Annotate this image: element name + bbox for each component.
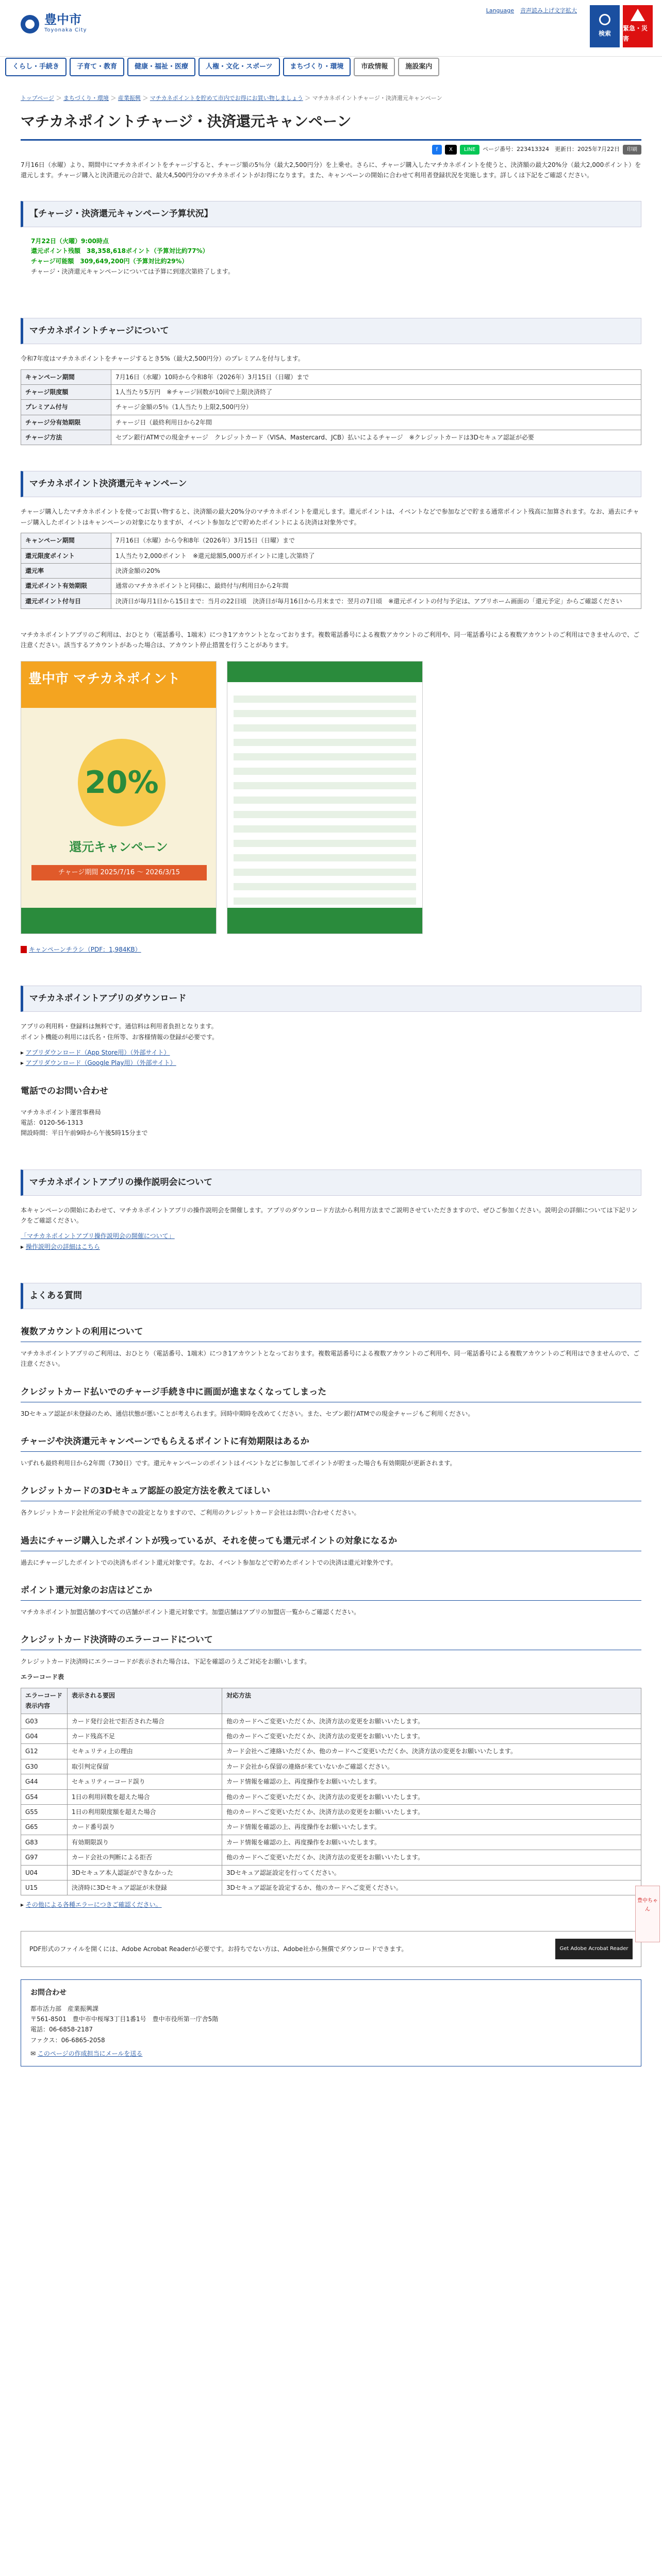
mascot-label: 豊中ちゃん (637, 1898, 658, 1912)
error-row (21, 1789, 641, 1804)
faq-question: ポイント還元対象のお店はどこか (21, 1583, 641, 1601)
phone-line-0: マチカネポイント運営事務局 (21, 1108, 101, 1116)
error-row (21, 1759, 641, 1774)
download-p1: アプリの利用料・登録料は無料です。通信料は利用者負担となります。 (21, 1023, 218, 1030)
faq-question: クレジットカード払いでのチャージ手続き中に画面が進まなくなってしまった (21, 1385, 641, 1402)
flyer-footer (21, 908, 216, 934)
charge-label: チャージ分有効期限 (21, 415, 111, 430)
logo-jp: 豊中市 (44, 12, 81, 27)
nav-machizukuri[interactable]: まちづくり・環境 (283, 58, 351, 76)
adobe-reader-badge[interactable]: Get Adobe Acrobat Reader (555, 1939, 633, 1959)
share-bar (21, 145, 641, 155)
faq-heading: よくある質問 (21, 1283, 641, 1309)
warning-icon (631, 9, 645, 21)
kessai-value: 決済日が毎月1日から15日まで：当月の22日頃 決済日が毎月16日から月末まで：翌月の7日頃 ※還元ポイントの付与予定は、アプリホーム画面の「還元予定」からご確認ください (111, 594, 641, 608)
logo-en: Toyonaka City (44, 27, 87, 33)
error-cell: カード情報を確認の上、再度操作をお願いいたします。 (222, 1774, 641, 1789)
error-cell: G65 (21, 1820, 68, 1835)
error-cell: カード会社から保留の連絡が来ていないかご確認ください。 (222, 1759, 641, 1774)
faq-answer: 各クレジットカード会社所定の手続きでの設定となりますので、ご利用のクレジットカード会社はお問い合わせください。 (21, 1509, 360, 1517)
faq-question: クレジットカード決済時のエラーコードについて (21, 1633, 641, 1650)
error-cell: 3Dセキュア本人認証ができなかった (68, 1865, 222, 1880)
faq-question: 複数アカウントの利用について (21, 1325, 641, 1342)
charge-row (21, 430, 641, 445)
crumb-point[interactable]: マチカネポイントを貯めて市内でお得にお買い物しましょう (150, 95, 303, 101)
charge-lead: 令和7年度はマチカネポイントをチャージするとき5%（最大2,500円分）のプレミアムを付与します。 (21, 355, 304, 363)
charge-label: チャージ限度額 (21, 384, 111, 399)
flyer-pdf-link[interactable]: キャンペーンチラシ（PDF：1,984KB） (29, 945, 141, 953)
kessai-row (21, 594, 641, 608)
flyer-period: チャージ期間 2025/7/16 ～ 2026/3/15 (31, 865, 207, 880)
budget-points: 還元ポイント残額 38,358,618ポイント（予算対比約77%） (31, 247, 209, 255)
kessai-heading: マチカネポイント決済還元キャンペーン (21, 471, 641, 497)
charge-label: キャンペーン期間 (21, 369, 111, 384)
inquiry-fax: ファクス：06-6865-2058 (30, 2036, 105, 2044)
flyer-back-image (227, 661, 423, 934)
page-meta: ページ番号：223413324 更新日：2025年7月22日 (483, 145, 620, 152)
campaign-flyers (21, 661, 641, 934)
language-link[interactable]: Language (486, 7, 514, 14)
error-cell: カード残高不足 (68, 1729, 222, 1744)
budget-status (31, 236, 641, 277)
adobe-notice (21, 1931, 641, 1967)
flyer-back-header (227, 662, 422, 682)
inquiry-phone: 電話：06-6858-2187 (30, 2026, 93, 2033)
accessibility-link[interactable]: 音声読み上げ文字拡大 (520, 7, 577, 14)
charge-label: チャージ方法 (21, 430, 111, 445)
error-row (21, 1820, 641, 1835)
error-row (21, 1865, 641, 1880)
faq-question: クレジットカードの3Dセキュア認証の設定方法を教えてほしい (21, 1484, 641, 1501)
error-row (21, 1850, 641, 1865)
error-cell: カード会社へご連絡いただくか、他のカードへご変更いただくか、決済方法の変更をお願いいたします。 (222, 1744, 641, 1759)
inquiry-heading: お問合わせ (30, 1988, 67, 1997)
charge-row (21, 415, 641, 430)
error-cell: G54 (21, 1789, 68, 1804)
budget-charge: チャージ可能額 309,649,200円（予算対比約29%） (31, 257, 188, 265)
crumb-top[interactable]: トップページ (21, 95, 55, 101)
kessai-label: キャンペーン期間 (21, 533, 111, 548)
faq-answer: 過去にチャージしたポイントでの決済もポイント還元対象です。なお、イベント参加などで貯めたポイントでの決済は還元対象外です。 (21, 1558, 397, 1566)
nav-jinken[interactable]: 人権・文化・スポーツ (198, 58, 279, 76)
error-cell: セキュリティーコード誤り (68, 1774, 222, 1789)
site-header (0, 0, 662, 57)
budget-note: チャージ・決済還元キャンペーンについては予算に到達次第終了します。 (31, 267, 234, 275)
charge-row (21, 369, 641, 384)
err-head-code: エラーコード表示内容 (21, 1688, 68, 1714)
charge-label: プレミアム付与 (21, 400, 111, 415)
error-cell: G97 (21, 1850, 68, 1865)
error-cell: G12 (21, 1744, 68, 1759)
search-button[interactable]: 検索 (590, 5, 620, 47)
flyer-back-footer (227, 908, 422, 934)
inquiry-address: 〒561-8501 豊中市中桜塚3丁目1番1号 豊中市役所第一庁舎5階 (30, 2015, 219, 2023)
error-row (21, 1744, 641, 1759)
faq-answer: クレジットカード決済時にエラーコードが表示された場合は、下記を確認のうえご対応をお願いします。 (21, 1658, 311, 1666)
manual-link[interactable]: 「マチカネポイントアプリ操作説明会の開催について」 (21, 1232, 175, 1240)
crumb-current: マチカネポイントチャージ・決済還元キャンペーン (312, 95, 442, 101)
faq-answer: いずれも最終利用日から2年間（730日）です。還元キャンペーンのポイントはイベントなどに参加してポイントが貯まった場合も有効期限が更新されます。 (21, 1459, 456, 1467)
faq-question: チャージや決済還元キャンペーンでもらえるポイントに有効期限はあるか (21, 1434, 641, 1452)
charge-value: チャージ金額の5％（1人当たり上限2,500円分） (111, 400, 641, 415)
error-cell: 3Dセキュア認証を設定するか、他のカードへご変更ください。 (222, 1880, 641, 1895)
android-download-link[interactable]: アプリダウンロード（Google Play用）（外部サイト） (25, 1059, 176, 1067)
error-code-table (21, 1688, 641, 1895)
facebook-share-button[interactable]: f (432, 145, 442, 155)
inquiry-box: お問合わせ 都市活力部 産業振興課 〒561-8501 豊中市中桜塚3丁目1番1号 豊中市役所第一庁舎5階 電話：06-6858-2187 ファクス：06-6865-2058 ✉ このページの作成担当にメールを送る (21, 1979, 641, 2067)
kessai-label: 還元率 (21, 563, 111, 578)
error-row (21, 1729, 641, 1744)
nav-kenko[interactable]: 健康・福祉・医療 (127, 58, 195, 76)
crumb-machi[interactable]: まちづくり・環境 (63, 95, 109, 101)
kessai-label: 還元ポイント付与日 (21, 594, 111, 608)
error-cell: 他のカードへご変更いただくか、決済方法の変更をお願いいたします。 (222, 1850, 641, 1865)
error-cell: 有効期限誤り (68, 1835, 222, 1850)
inquiry-dept: 都市活力部 産業振興課 (30, 2005, 99, 2012)
kessai-row (21, 548, 641, 563)
faq-question: 過去にチャージ購入したポイントが残っているが、それを使っても還元ポイントの対象になるか (21, 1534, 641, 1551)
charge-value: 7月16日（水曜）10時から令和8年（2026年）3月15日（日曜）まで (111, 369, 641, 384)
error-cell: G04 (21, 1729, 68, 1744)
manual-text: 本キャンペーンの開始にあわせて、マチカネポイントアプリの操作説明会を開催します。アプリのダウンロード方法から利用方法までご説明させていただきますので、ぜひご参加ください。説明会の詳細については下記リンクをご確認ください。 (21, 1206, 638, 1225)
error-cell: G55 (21, 1804, 68, 1819)
mascot-image[interactable] (635, 1886, 660, 1942)
charge-value: セブン銀行ATMでの現金チャージ クレジットカード（VISA、Mastercard、JCB）払いによるチャージ ※クレジットカードは3Dセキュア認証が必要 (111, 430, 641, 445)
download-p2: ポイント機能の利用には氏名・住所等、お客様情報の登録が必要です。 (21, 1033, 219, 1041)
flyer-percent: 20% (78, 739, 166, 826)
x-share-button[interactable]: X (445, 145, 457, 155)
error-cell: G30 (21, 1759, 68, 1774)
flyer-title: 豊中市 マチカネポイント (21, 662, 216, 708)
pdf-icon (21, 946, 27, 953)
error-row (21, 1774, 641, 1789)
kessai-value: 1人当たり2,000ポイント ※還元総額5,000万ポイントに達し次第終了 (111, 548, 641, 563)
error-cell: 決済時に3Dセキュア認証が未登録 (68, 1880, 222, 1895)
inquiry-mail-link[interactable]: このページの作成担当にメールを送る (37, 2050, 143, 2058)
error-cell: G03 (21, 1714, 68, 1728)
kessai-row (21, 533, 641, 548)
error-cell: G83 (21, 1835, 68, 1850)
error-cell: カード発行会社で拒否された場合 (68, 1714, 222, 1728)
kessai-value: 決済金額の20% (111, 563, 641, 578)
flyer-back-body (234, 688, 416, 910)
error-cell: カード番号誤り (68, 1820, 222, 1835)
intro-text: 7月16日（水曜）より、期間中にマチカネポイントをチャージすると、チャージ額の5％分（最大2,500円分）を上乗せ。さらに、チャージ購入したマチカネポイントを使うと、決済額の最大20%分（最大2,000ポイント）を還元します。チャージ購入と決済還元の合計で、最大4,500円分のマチカネポイントがお得になります。また、キャンペーンの開始に合わせて利用者登録状況を実施します。詳しくは下記をご確認ください。 (21, 161, 641, 179)
budget-date: 7月22日（火曜）9:00時点 (31, 238, 109, 245)
charge-row (21, 400, 641, 415)
nav-shisei[interactable]: 市政情報 (354, 58, 395, 76)
error-cell: 他のカードへご変更いただくか、決済方法の変更をお願いいたします。 (222, 1729, 641, 1744)
budget-heading: 【チャージ・決済還元キャンペーン予算状況】 (21, 201, 641, 227)
error-cell: 他のカードへご変更いただくか、決済方法の変更をお願いいたします。 (222, 1714, 641, 1728)
error-cell: 取引判定保留 (68, 1759, 222, 1774)
error-cell: カード情報を確認の上、再度操作をお願いいたします。 (222, 1835, 641, 1850)
charge-heading: マチカネポイントチャージについて (21, 318, 641, 344)
crumb-sangyo[interactable]: 産業振興 (118, 95, 141, 101)
adobe-text: PDF形式のファイルを開くには、Adobe Acrobat Readerが必要です。お持ちでない方は、Adobe社から無償でダウンロードできます。 (29, 1945, 408, 1953)
ios-download-link[interactable]: アプリダウンロード（App Store用）（外部サイト） (25, 1048, 170, 1056)
search-icon (599, 14, 610, 25)
phone-heading: 電話でのお問い合わせ (21, 1086, 108, 1096)
error-cell: 3Dセキュア認証設定を行ってください。 (222, 1865, 641, 1880)
error-cell: G44 (21, 1774, 68, 1789)
error-cell: 他のカードへご変更いただくか、決済方法の変更をお願いいたします。 (222, 1789, 641, 1804)
error-more-link[interactable]: その他による各種エラーにつきご確認ください。 (25, 1901, 162, 1909)
download-heading: マチカネポイントアプリのダウンロード (21, 986, 641, 1012)
main-content: マチカネポイントチャージ・決済還元キャンペーン f X LINE ページ番号：223413324 更新日：2025年7月22日 印刷 7月16日（水曜）より、期間中にマチカネポイントをチャージすると、チャージ額の5％分（最大2,500円分）を上乗せ。さらに、チャージ購入したマチカネポイントを使うと、決済額の最大20%分（最大2,000ポイント）を還元します。チャージ購入と決済還元の合計で、最大4,500円分のマチカネポイントがお得になります。また、キャンペーンの開始に合わせて利用者登録状況を実施します。詳しくは下記をご確認ください。 【チャージ・決済還元キャンペーン予算状況】 7月22日（火曜）9:00時点 還元ポイント残額 38,358,618ポイント（予算対比約77%） チャージ可能額 309,649,200円（予算対比約29%） チャージ・決済還元キャンペーンについては予算に到達次第終了します。 マチカネポイントチャージについて 令和7年度はマチカネポイントをチャージするとき5%（最大2,500円分）のプレミアムを付与します。 キャンペーン期間 7月16日（水曜）10時から令和8年（2026年）3月15日（日曜）まで チャージ限度額 1人当たり5万円 ※チャージ回数が10回で上限決済終了 プレミアム付与 チャージ金額の5％（1人当たり上限2,500円分） チャージ分有効期限 チャージ日（最終利用日から2年間 チャージ方法 セブン銀行ATMでの現金チャージ クレジットカード（VISA、Mastercard、JCB）払いによるチャージ ※クレジットカードは3Dセキュア認証が必要 マチカネポイント決済還元キャンペーン チャージ購入したマチカネポイントを使ってお買い物すると、決済額の最大20%分のマチカネポイントを還元します。還元ポイントは、イベントなどで参加などで貯まる通常ポイント残高に加算されます。なお、過去にチャージ購入したポイントはキャンペーンの対象になりますが、イベント参加などで貯めたポイントによる決済は対象外です。 キャンペーン期間 7月16日（水曜）から令和8年（2026年）3月15日（日曜）まで 還元限度ポイント 1人当たり2,000ポイント ※還元総額5,000万ポイントに達し次第終了 還元率 決済金額の20% 還元ポイント有効期限 通常のマチカネポイントと同様に、最終付与/利用日から2年間 還元ポイント付与日 決済日が毎月1日から15日まで：当月の22日頃 決済日が毎月16日から月末まで：翌月の7日頃 ※還元ポイントの付与予定は、アプリホーム画面の「還元予定」からご確認ください マチカネポイントアプリのご利用は、おひとり（電話番号、1端末）につき1アカウントとなっております。複数電話番号による複数アカウントのご利用や、同一電話番号による複数アカウントのご利用はできませんので、ご注意ください。該当するアカウントがあった場合は、アカウント停止措置を行うことがあります。 豊中市 マチカネポイント 20% 還元キャンペーン チャージ期間 2025/7/16 ～ 2026/3/15 キャンペーンチラシ（PDF：1,984KB） マチカネポイントアプリのダウンロード アプリの利用料・登録料は無料です。通信料は利用者負担となります。 ポイント機能の利用には氏名・住所等、お客様情報の登録が必要です。 ▸ アプリダウンロード（App Store用）（外部サイト） ▸ アプリダウンロード（Google Play用）（外部サイト） 電話でのお問い合わせ マチカネポイント運営事務局 電話：0120-56-1313 開設時間：平日午前9時から午後5時15分まで マチカネポイントアプリの操作説明会について 本キャンペーンの開始にあわせて、マチカネポイントアプリの操作説明会を開催します。アプリのダウンロード方法から利用方法までご説明させていただきますので、ぜひご参加ください。説明会の詳細については下記リンクをご確認ください。 「マチカネポイントアプリ操作説明会の開催について」 ▸ 操作説明会の詳細はこちら よくある質問 複数アカウントの利用について マチカネポイントアプリのご利用は、おひとり（電話番号、1端末）につき1アカウントとなっております。複数電話番号による複数アカウントのご利用や、同一電話番号による複数アカウントのご利用はできませんので、ご注意ください。 クレジットカード払いでのチャージ手続き中に画面が進まなくなってしまった 3Dセキュア認証が未登録のため、通信状態が悪いことが考えられます。回時中期時を改めてください。また、セブン銀行ATMでの現金チャージもご利用ください。 チャージや決済還元キャンペーンでもらえるポイントに有効期限はあるか いずれも最終利用日から2年間（730日）です。還元キャンペーンのポイントはイベントなどに参加してポイントが貯まった場合も有効期限が更新されます。 クレジットカードの3Dセキュア認証の設定方法を教えてほしい 各クレジットカード会社所定の手続きでの設定となりますので、ご利用のクレジットカード会社はお問い合わせください。 過去にチャージ購入したポイントが残っているが、それを使っても還元ポイントの対象になるか 過去にチャージしたポイントでの決済もポイント還元対象です。なお、イベント参加などで貯めたポイントでの決済は還元対象外です。 ポイント還元対象のお店はどこか マチカネポイント加盟店舗のすべての店舗がポイント還元対象です。加盟店舗はアプリの加盟店一覧からご確認ください。 クレジットカード決済時のエラーコードについて クレジットカード決済時にエラーコードが表示された場合は、下記を確認のうえご対応をお願いします。 エラーコード表 エラーコード表示内容 表示される要因 対応方法 G03 カード発行会社で拒否された場合 他のカードへご変更いただくか、決済方法の変更をお願いいたします。 G04 カード残高不足 他のカードへご変更いただくか、決済方法の変更をお願いいたします。 G12 セキュリティ上の理由 カード会社へご連絡いただくか、他のカードへご変更いただくか、決済方法の変更をお願いいたします。 G30 取引判定保留 カード会社から保留の連絡が来ていないかご確認ください。 G44 セキュリティーコード誤り カード情報を確認の上、再度操作をお願いいたします。 G54 1日の利用回数を超えた場合 他のカードへご変更いただくか、決済方法の変更をお願いいたします。 G55 1日の利用限度額を超えた場合 他のカードへご変更いただくか、決済方法の変更をお願いいたします。 G65 カード番号誤り カード情報を確認の上、再度操作をお願いいたします。 G83 有効期限誤り カード情報を確認の上、再度操作をお願いいたします。 G97 カード会社の判断による拒否 他のカードへご変更いただくか、決済方法の変更をお願いいたします。 U04 3Dセキュア本人認証ができなかった 3Dセキュア認証設定を行ってください。 U15 決済時に3Dセキュア認証が未登録 3Dセキュア認証を設定するか、他のカードへご変更ください。 ▸ その他による各種エラーにつきご確認ください。 PDF形式のファイルを開くには、Adobe Acrobat Readerが必要です。お持ちでない方は、Adobe社から無償でダウンロードできます。 Get Adobe Acrobat Reader お問合わせ 都市活力部 産業振興課 〒561-8501 豊中市中桜塚3丁目1番1号 豊中市役所第一庁舎5階 電話：06-6858-2187 ファクス：06-6865-2058 ✉ このページの作成担当にメールを送る (21, 103, 641, 2066)
manual-detail-link[interactable]: 操作説明会の詳細はこちら (25, 1243, 100, 1250)
kessai-table (21, 533, 641, 609)
kessai-value: 通常のマチカネポイントと同様に、最終付与/利用日から2年間 (111, 579, 641, 594)
nav-shisetsu[interactable]: 施設案内 (398, 58, 439, 76)
site-logo[interactable] (21, 13, 87, 35)
error-row (21, 1835, 641, 1850)
kessai-label: 還元ポイント有効期限 (21, 579, 111, 594)
error-cell: U04 (21, 1865, 68, 1880)
error-cell: 他のカードへご変更いただくか、決済方法の変更をお願いいたします。 (222, 1804, 641, 1819)
error-row (21, 1880, 641, 1895)
flyer-caption: 還元キャンペーン (69, 839, 168, 854)
charge-table (21, 369, 641, 446)
charge-value: 1人当たり5万円 ※チャージ回数が10回で上限決済終了 (111, 384, 641, 399)
city-emblem-icon (21, 15, 39, 33)
breadcrumb: トップページ ＞ まちづくり・環境 ＞ 産業振興 ＞ マチカネポイントを貯めて市内でお得にお買い物しましょう ＞ マチカネポイントチャージ・決済還元キャンペーン (21, 95, 442, 101)
flyer-front-image (21, 661, 217, 934)
phone-line-1: 電話：0120-56-1313 (21, 1118, 84, 1126)
line-share-button[interactable]: LINE (460, 145, 479, 155)
nav-kosodate[interactable]: 子育て・教育 (70, 58, 124, 76)
manual-heading: マチカネポイントアプリの操作説明会について (21, 1170, 641, 1196)
error-cell: カード会社の判断による拒否 (68, 1850, 222, 1865)
error-cell: U15 (21, 1880, 68, 1895)
error-cell: 1日の利用限度額を超えた場合 (68, 1804, 222, 1819)
error-cell: カード情報を確認の上、再度操作をお願いいたします。 (222, 1820, 641, 1835)
error-cell: セキュリティ上の理由 (68, 1744, 222, 1759)
faq-answer: マチカネポイント加盟店舗のすべての店舗がポイント還元対象です。加盟店舗はアプリの加盟店一覧からご確認ください。 (21, 1608, 360, 1616)
error-row (21, 1804, 641, 1819)
err-head-reason: 表示される要因 (68, 1688, 222, 1714)
global-nav (5, 58, 439, 76)
kessai-label: 還元限度ポイント (21, 548, 111, 563)
kessai-row (21, 563, 641, 578)
faq-list (21, 1325, 641, 1667)
charge-row (21, 384, 641, 399)
faq-answer: マチカネポイントアプリのご利用は、おひとり（電話番号、1端末）につき1アカウントとなっております。複数電話番号による複数アカウントのご利用や、同一電話番号による複数アカウントのご利用はできませんので、ご注意ください。 (21, 1350, 640, 1368)
nav-kurashi[interactable]: くらし・手続き (5, 58, 67, 76)
kessai-lead: チャージ購入したマチカネポイントを使ってお買い物すると、決済額の最大20%分のマチカネポイントを還元します。還元ポイントは、イベントなどで参加などで貯まる通常ポイント残高に加算されます。なお、過去にチャージ購入したポイントはキャンペーンの対象になりますが、イベント参加などで貯めたポイントによる決済は対象外です。 (21, 508, 639, 526)
faq-answer: 3Dセキュア認証が未登録のため、通信状態が悪いことが考えられます。回時中期時を改めてください。また、セブン銀行ATMでの現金チャージもご利用ください。 (21, 1410, 474, 1417)
kessai-row (21, 579, 641, 594)
charge-value: チャージ日（最終利用日から2年間 (111, 415, 641, 430)
error-row (21, 1714, 641, 1728)
kessai-value: 7月16日（水曜）から令和8年（2026年）3月15日（日曜）まで (111, 533, 641, 548)
print-button[interactable]: 印刷 (623, 145, 641, 155)
account-notes: マチカネポイントアプリのご利用は、おひとり（電話番号、1端末）につき1アカウントとなっております。複数電話番号による複数アカウントのご利用や、同一電話番号による複数アカウントのご利用はできませんので、ご注意ください。該当するアカウントがあった場合は、アカウント停止措置を行うことがあります。 (21, 631, 640, 649)
phone-line-2: 開設時間：平日午前9時から午後5時15分まで (21, 1129, 148, 1137)
error-table-label: エラーコード表 (21, 1673, 64, 1681)
emergency-button[interactable]: 緊急・災害 (623, 5, 653, 47)
error-cell: 1日の利用回数を超えた場合 (68, 1789, 222, 1804)
err-head-action: 対応方法 (222, 1688, 641, 1714)
page-title: マチカネポイントチャージ・決済還元キャンペーン (21, 103, 641, 141)
